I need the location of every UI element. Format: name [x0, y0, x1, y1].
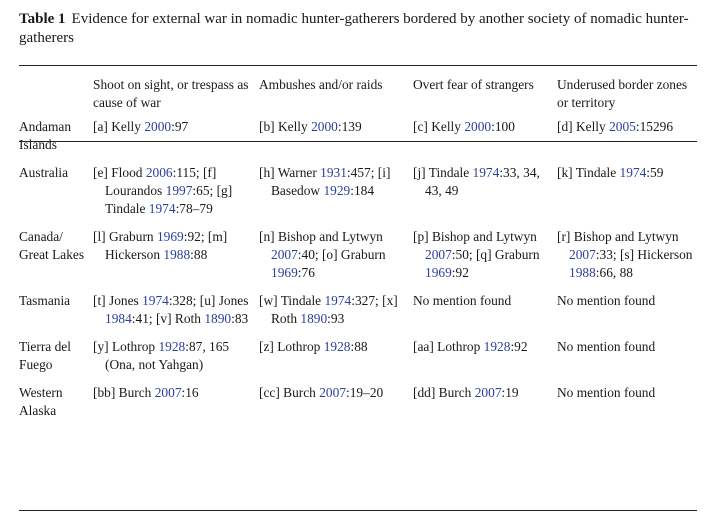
table-row [19, 292, 697, 338]
row-region: Tierra del Fuego [19, 339, 71, 372]
row-region: Australia [19, 165, 69, 180]
cell-fear-of-strangers [413, 384, 557, 430]
citation-year-link[interactable]: 2005 [609, 119, 636, 134]
citation-text: [e] Flood [93, 165, 146, 180]
bottom-rule [19, 510, 697, 511]
citation-text: :93 [327, 311, 345, 326]
citation-text: [t] Jones [93, 293, 143, 308]
citation-year-link[interactable]: 2007 [319, 385, 347, 400]
citation-text: :328; [u] Jones [168, 293, 249, 308]
citation-text: [k] Tindale [557, 165, 620, 180]
citation-text: [l] Graburn [93, 229, 157, 244]
citation-text: :16 [181, 385, 199, 400]
cell-underused-border [557, 384, 697, 430]
citation-text: :33; [s] Hickerson [595, 247, 693, 262]
citation-text: :59 [646, 165, 664, 180]
caption-text: Evidence for external war in nomadic hunter-gatherers bordered by another society of nomadic hunter-gatherers [19, 11, 689, 46]
table-row [19, 338, 697, 384]
cell-underused-border [557, 338, 697, 384]
citation-text: [a] Kelly [93, 119, 145, 134]
citation-text: :87, 165 (Ona, not Yahgan) [105, 339, 230, 372]
citation-text: :139 [337, 119, 362, 134]
cell-shoot-on-sight [93, 164, 259, 228]
cell-shoot-on-sight [93, 228, 259, 292]
citation-year-link[interactable]: 1974 [472, 165, 500, 180]
cell-underused-border [557, 228, 697, 292]
row-region: Andaman Islands [19, 119, 72, 152]
citation-text: :78–79 [175, 201, 213, 216]
citation-year-link[interactable]: 2007 [474, 385, 502, 400]
citation-text: :88 [350, 339, 368, 354]
header-fear-of-strangers: Overt fear of strangers [413, 77, 534, 92]
cell-fear-of-strangers [413, 228, 557, 292]
citation-text: :50; [q] Graburn [451, 247, 540, 262]
citation-text: :33, 34, 43, 49 [425, 165, 540, 198]
citation-year-link[interactable]: 2007 [271, 247, 298, 262]
citation-year-link[interactable]: 1988 [569, 265, 596, 280]
citation-year-link[interactable]: 1928 [323, 339, 351, 354]
citation-year-link[interactable]: 2007 [154, 385, 182, 400]
citation-text: :92 [510, 339, 528, 354]
citation-year-link[interactable]: 1929 [323, 183, 351, 198]
citation-text: :41; [v] Roth [131, 311, 205, 326]
cell-ambushes [259, 338, 413, 384]
row-region: Western Alaska [19, 385, 63, 418]
citation-year-link[interactable]: 1974 [148, 201, 176, 216]
cell-ambushes [259, 228, 413, 292]
citation-text: :19 [501, 385, 519, 400]
citation-text: :327; [x] Roth [271, 293, 398, 326]
citation-text: No mention found [557, 385, 656, 400]
citation-year-link[interactable]: 2007 [569, 247, 596, 262]
cell-shoot-on-sight [93, 338, 259, 384]
evidence-table [19, 76, 697, 430]
citation-year-link[interactable]: 1931 [320, 165, 347, 180]
citation-year-link[interactable]: 2000 [144, 119, 172, 134]
citation-text: :40; [o] Graburn [297, 247, 386, 262]
row-region: Canada/ Great Lakes [19, 229, 85, 262]
header-underused-border: Underused border zones or territory [557, 77, 688, 110]
table-row [19, 164, 697, 228]
citation-text: [h] Warner [259, 165, 321, 180]
citation-year-link[interactable]: 1969 [156, 229, 184, 244]
cell-underused-border [557, 164, 697, 228]
citation-text: :88 [190, 247, 208, 262]
cell-fear-of-strangers [413, 292, 557, 338]
header-rule [19, 141, 697, 142]
citation-text: [d] Kelly [557, 119, 610, 134]
citation-text: No mention found [557, 339, 656, 354]
table-caption [19, 10, 709, 48]
citation-text: :15296 [635, 119, 674, 134]
citation-text: :184 [350, 183, 375, 198]
citation-text: :83 [231, 311, 249, 326]
citation-year-link[interactable]: 1974 [142, 293, 169, 308]
citation-text: [n] Bishop and Lytwyn [259, 229, 383, 244]
citation-text: No mention found [557, 293, 656, 308]
citation-text: [r] Bishop and Lytwyn [557, 229, 679, 244]
citation-year-link[interactable]: 1997 [165, 183, 193, 198]
citation-text: [p] Bishop and Lytwyn [413, 229, 537, 244]
citation-text: [cc] Burch [259, 385, 320, 400]
header-region [19, 76, 93, 118]
citation-year-link[interactable]: 1928 [158, 339, 186, 354]
citation-text: [bb] Burch [93, 385, 155, 400]
citation-year-link[interactable]: 2007 [425, 247, 452, 262]
top-rule [19, 65, 697, 66]
citation-text: :92 [451, 265, 469, 280]
header-shoot-on-sight: Shoot on sight, or trespass as cause of war [93, 77, 249, 110]
citation-year-link[interactable]: 1969 [425, 265, 452, 280]
citation-text: [y] Lothrop [93, 339, 159, 354]
header-ambushes: Ambushes and/or raids [259, 77, 383, 92]
citation-text: [b] Kelly [259, 119, 312, 134]
citation-year-link[interactable]: 2006 [145, 165, 173, 180]
citation-text: :115; [f] Lourandos [105, 165, 217, 198]
cell-shoot-on-sight [93, 384, 259, 430]
citation-text: [w] Tindale [259, 293, 325, 308]
cell-underused-border [557, 292, 697, 338]
citation-text: [c] Kelly [413, 119, 465, 134]
citation-year-link[interactable]: 1969 [271, 265, 298, 280]
citation-year-link[interactable]: 1974 [324, 293, 352, 308]
citation-text: :76 [297, 265, 315, 280]
citation-text: :19–20 [346, 385, 384, 400]
table-row [19, 228, 697, 292]
citation-year-link[interactable]: 1890 [204, 311, 232, 326]
citation-text: :457; [i] Basedow [271, 165, 391, 198]
header-row [19, 76, 697, 118]
cell-ambushes [259, 292, 413, 338]
citation-text: :92; [m] Hickerson [105, 229, 228, 262]
citation-year-link[interactable]: 1988 [163, 247, 191, 262]
citation-text: [aa] Lothrop [413, 339, 484, 354]
cell-shoot-on-sight [93, 292, 259, 338]
row-region: Tasmania [19, 293, 71, 308]
citation-text: [dd] Burch [413, 385, 475, 400]
citation-year-link[interactable]: 1890 [300, 311, 328, 326]
table-row [19, 384, 697, 430]
citation-year-link[interactable]: 1984 [105, 311, 132, 326]
citation-text: :97 [171, 119, 189, 134]
citation-year-link[interactable]: 2000 [464, 119, 492, 134]
citation-year-link[interactable]: 1974 [619, 165, 647, 180]
citation-text: No mention found [413, 293, 512, 308]
citation-text: [z] Lothrop [259, 339, 324, 354]
cell-ambushes [259, 384, 413, 430]
table-label: Table 1 [19, 11, 66, 27]
cell-fear-of-strangers [413, 338, 557, 384]
citation-year-link[interactable]: 1928 [483, 339, 511, 354]
citation-text: :65; [g] Tindale [105, 183, 233, 216]
cell-ambushes [259, 164, 413, 228]
citation-text: :100 [491, 119, 515, 134]
cell-fear-of-strangers [413, 164, 557, 228]
citation-year-link[interactable]: 2000 [311, 119, 338, 134]
citation-text: [j] Tindale [413, 165, 473, 180]
citation-text: :66, 88 [595, 265, 633, 280]
